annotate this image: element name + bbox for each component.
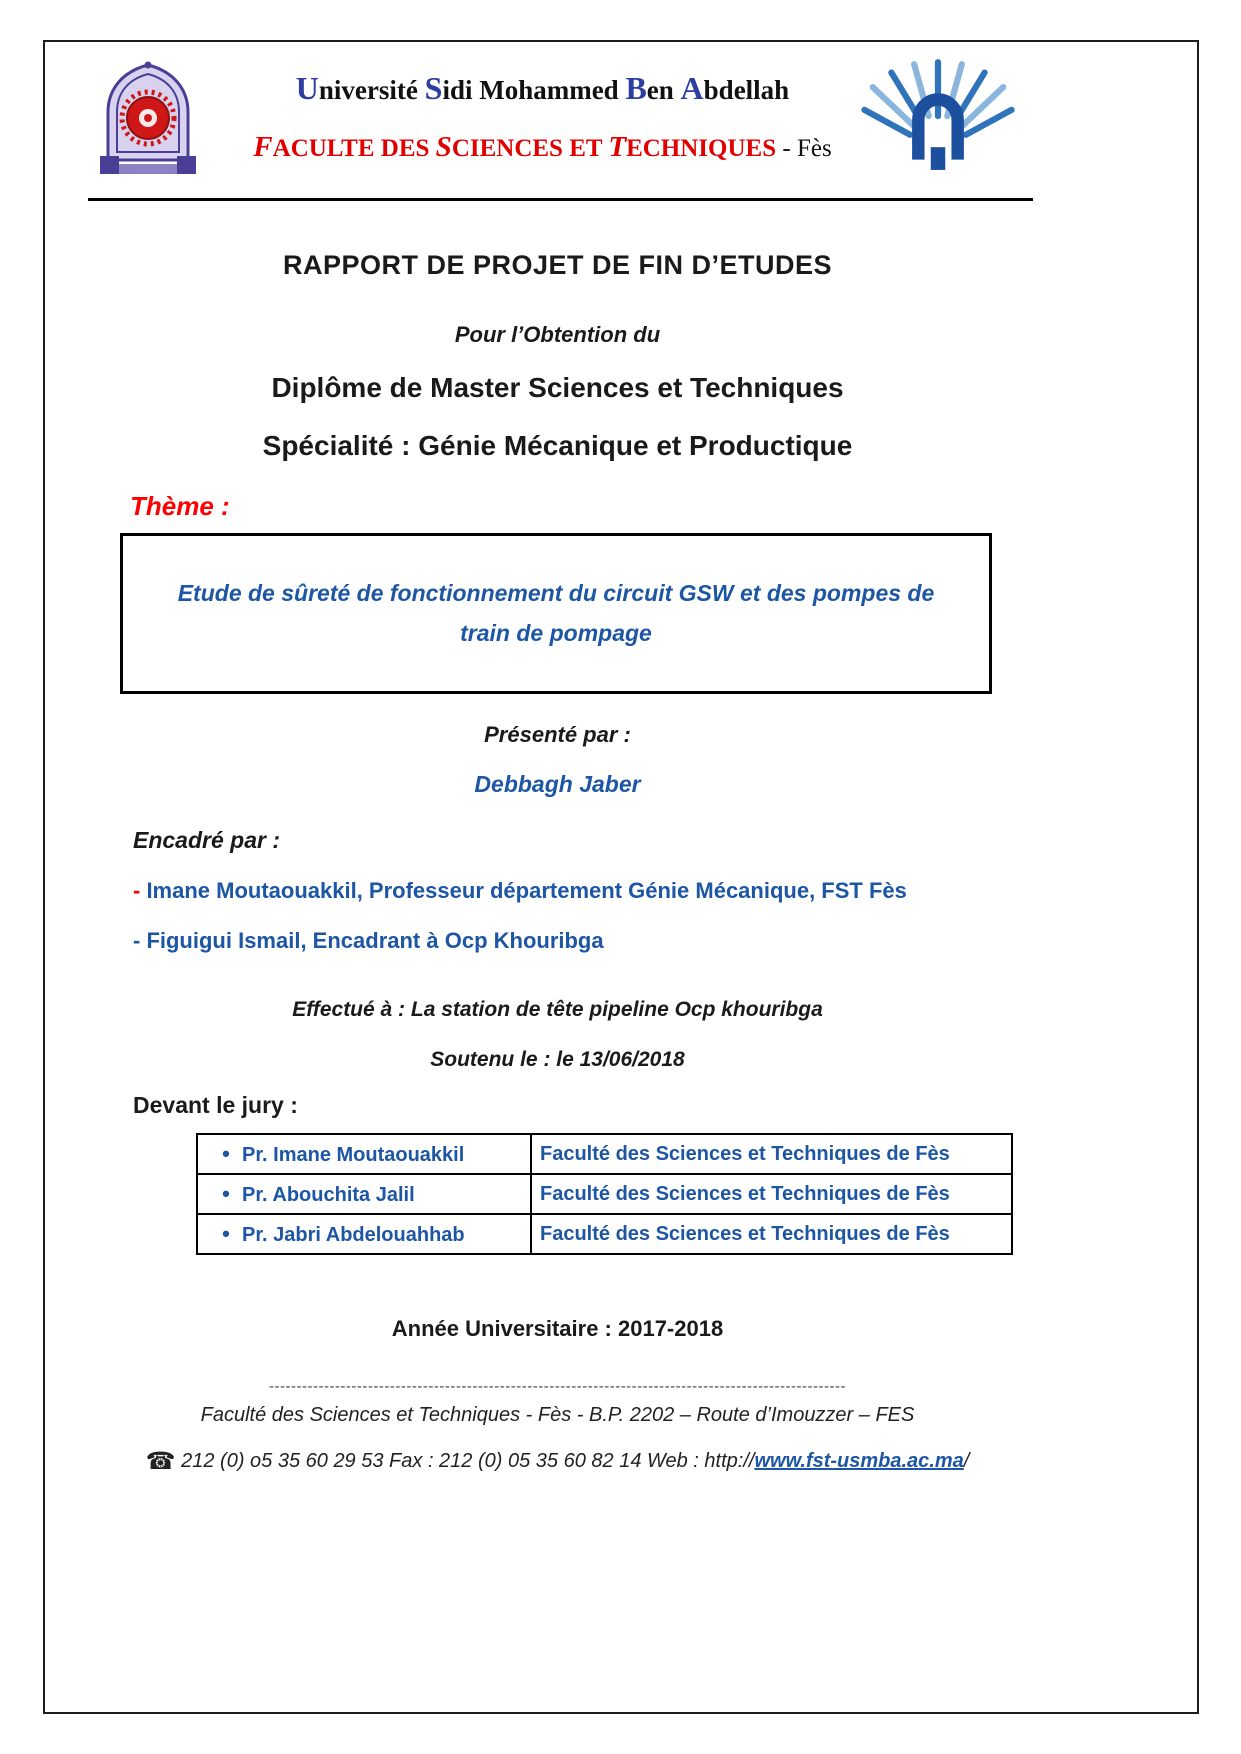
faculty-name xyxy=(220,131,865,164)
jury-member-name: Pr. Jabri Abdelouahhab xyxy=(242,1224,465,1246)
university-initial: B xyxy=(625,70,647,106)
bullet-icon: • xyxy=(222,1181,230,1206)
theme-label: Thème : xyxy=(130,491,230,521)
faculty-text: ECHNIQUES xyxy=(626,135,777,162)
university-emblem-icon xyxy=(95,60,201,178)
fst-logo xyxy=(860,56,1016,172)
supervised-by-label: Encadré par : xyxy=(133,827,280,853)
faculty-city: - Fès xyxy=(776,135,832,162)
obtention-subtitle: Pour l’Obtention du xyxy=(454,322,661,347)
student-name: Debbagh Jaber xyxy=(474,771,641,797)
table-row xyxy=(197,1174,1012,1214)
jury-member-cell xyxy=(197,1174,531,1214)
faculty-initial: T xyxy=(608,131,627,163)
jury-member-cell xyxy=(197,1134,531,1174)
phone-icon: ☎ xyxy=(145,1448,176,1475)
university-text: niversité xyxy=(318,75,425,105)
jury-member-name: Pr. Abouchita Jalil xyxy=(242,1184,415,1206)
presented-by-label: Présenté par : xyxy=(484,722,631,747)
venue-line: Effectué à : La station de tête pipeline Ocp khouribga xyxy=(292,998,823,1021)
bullet-icon: • xyxy=(222,1221,230,1246)
dash: - xyxy=(133,928,141,953)
jury-member-cell xyxy=(197,1214,531,1254)
jury-label: Devant le jury : xyxy=(133,1092,298,1118)
website-link[interactable]: www.fst-usmba.ac.ma xyxy=(754,1450,964,1472)
academic-year: Année Universitaire : 2017-2018 xyxy=(391,1316,724,1341)
footer-separator: --------------------------------------------------------------------------------------------------------- xyxy=(269,1378,846,1395)
university-emblem-logo xyxy=(95,60,201,180)
theme-line-1: Etude de sûreté de fonctionnement du circuit GSW et des pompes de xyxy=(177,580,935,607)
jury-table xyxy=(196,1133,1013,1255)
header-divider xyxy=(88,198,1033,201)
faculty-initial: F xyxy=(253,131,273,163)
jury-affiliation-cell: Faculté des Sciences et Techniques de Fès xyxy=(531,1214,1012,1254)
specialty-title: Spécialité : Génie Mécanique et Productique xyxy=(262,430,853,461)
contact-text: / xyxy=(963,1450,970,1472)
jury-affiliation-cell: Faculté des Sciences et Techniques de Fès xyxy=(531,1134,1012,1174)
table-row xyxy=(197,1214,1012,1254)
footer-address: Faculté des Sciences et Techniques - Fès - B.P. 2202 – Route d’Imouzzer – FES xyxy=(200,1404,915,1426)
university-text: idi Mohammed xyxy=(442,75,626,105)
faculty-initial: S xyxy=(435,131,452,163)
supervisor-name: Imane Moutaouakkil, Professeur département Génie Mécanique, FST Fès xyxy=(140,878,907,903)
university-text: bdellah xyxy=(703,75,790,105)
jury-member-name: Pr. Imane Moutaouakkil xyxy=(242,1144,465,1166)
fst-logo-icon xyxy=(860,56,1016,172)
theme-line-2: train de pompage xyxy=(460,619,652,646)
header xyxy=(220,70,865,164)
theme-text xyxy=(178,574,935,652)
university-text: en xyxy=(646,75,681,105)
dash: - xyxy=(133,878,141,903)
university-initial: S xyxy=(424,70,443,106)
bullet-icon: • xyxy=(222,1141,230,1166)
supervisor-name: Figuigui Ismail, Encadrant à Ocp Khouribga xyxy=(140,928,604,953)
university-initial: U xyxy=(295,70,319,106)
university-name xyxy=(220,70,865,107)
diploma-title: Diplôme de Master Sciences et Techniques xyxy=(271,372,844,403)
report-title: RAPPORT DE PROJET DE FIN D’ETUDES xyxy=(282,250,833,280)
theme-box xyxy=(120,533,992,694)
jury-affiliation-cell: Faculté des Sciences et Techniques de Fès xyxy=(531,1174,1012,1214)
faculty-text: ACULTE DES xyxy=(272,135,436,162)
defense-date-line: Soutenu le : le 13/06/2018 xyxy=(430,1048,685,1071)
faculty-text: CIENCES ET xyxy=(451,135,609,162)
table-row xyxy=(197,1134,1012,1174)
footer-contact xyxy=(120,1447,995,1476)
supervisor-1 xyxy=(133,878,907,904)
university-initial: A xyxy=(680,70,704,106)
supervisor-2 xyxy=(133,928,604,954)
contact-text: 212 (0) o5 35 60 29 53 Fax : 212 (0) 05 35 60 82 14 Web : http:// xyxy=(175,1450,755,1472)
